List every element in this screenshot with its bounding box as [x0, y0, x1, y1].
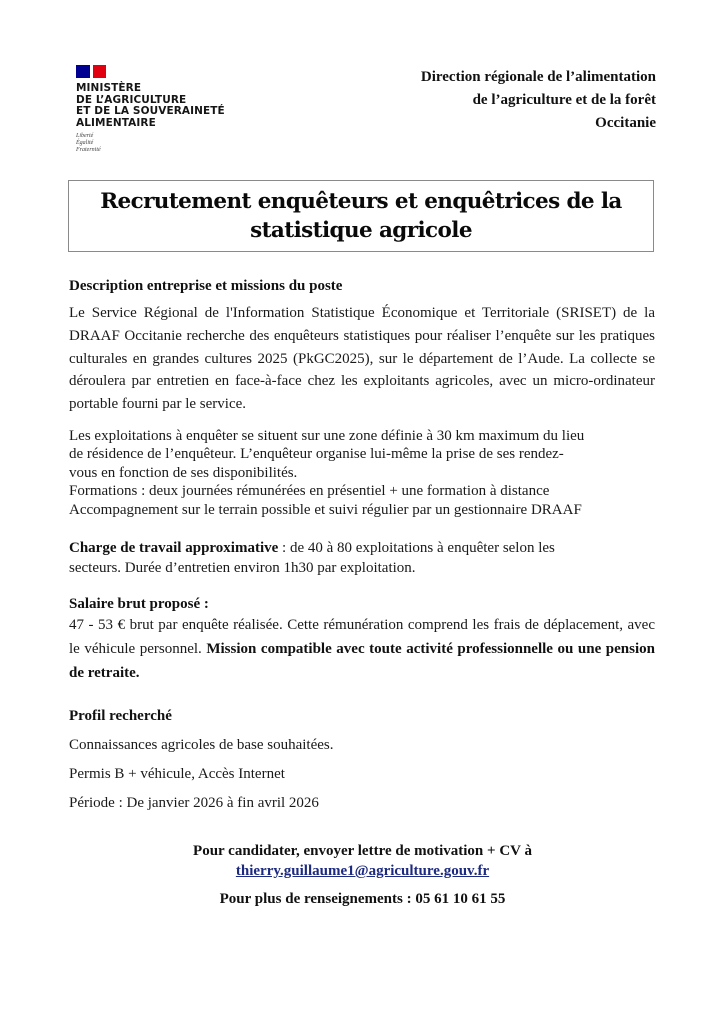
zone-paragraph — [69, 427, 655, 520]
direction-line: Occitanie — [595, 115, 656, 131]
zone-line: vous en fonction de ses disponibilités. — [69, 464, 298, 481]
flag-blue-band — [76, 65, 90, 78]
training-line: Formations : deux journées rémunérées en présentiel + une formation à distance — [69, 483, 550, 500]
flag-red-band — [93, 65, 106, 78]
motto-line: Égalité — [76, 140, 94, 146]
ministry-line: MINISTÈRE — [76, 82, 142, 94]
description-paragraph: Le Service Régional de l'Information Statistique Économique et Territoriale (SRISET) de la DRAAF Occitanie recherche des enquêteurs statistiques pour réaliser l’enquête sur les pratiques culturales en grandes cultures 2025 (PkGC2025), sur le département de l’Aude. La collecte se déroulera par entretien en face-à-face chez les exploitants agricoles, avec un micro-ordinateur portable fourni par le service. — [69, 305, 655, 413]
period-item: Période : De janvier 2026 à fin avril 2026 — [69, 795, 319, 812]
ministry-line: ALIMENTAIRE — [76, 116, 156, 129]
salary-text: 47 - 53 € brut par enquête réalisée. Cette rémunération comprend les frais de déplacement, avec le véhicule personnel. — [69, 617, 655, 658]
title-box — [68, 180, 654, 252]
profile-item: Connaissances agricoles de base souhaitées. — [69, 737, 334, 754]
workload-label: Charge de travail approximative — [69, 540, 279, 557]
description-heading: Description entreprise et missions du poste — [69, 278, 343, 294]
ministry-logo — [76, 65, 246, 154]
ministry-name — [76, 83, 246, 129]
profile-item: Permis B + véhicule, Accès Internet — [69, 766, 285, 783]
info-phone: Pour plus de renseignements : 05 61 10 61 55 — [219, 891, 506, 907]
title-line-2: statistique agricole — [250, 218, 472, 243]
contact-section — [0, 842, 725, 909]
workload-text: secteurs. Durée d’entretien environ 1h30 par exploitation. — [69, 560, 416, 577]
zone-line: de résidence de l’enquêteur. L’enquêteur organise lui-même la prise de ses rendez- — [69, 446, 564, 463]
ministry-line: ET DE LA SOUVERAINETÉ — [76, 105, 225, 117]
direction-line: de l’agriculture et de la forêt — [472, 92, 656, 108]
title-line-1: Recrutement enquêteurs et enquêtrices de la — [100, 189, 622, 214]
salary-emphasis: Mission compatible avec toute activité professionnelle ou une pension de retraite. — [69, 641, 655, 682]
french-flag-icon — [76, 65, 106, 78]
direction-line: Direction régionale de l’alimentation — [420, 69, 656, 85]
direction-header — [421, 66, 656, 135]
main-content — [69, 276, 655, 812]
salary-paragraph — [69, 613, 655, 685]
apply-instructions: Pour candidater, envoyer lettre de motivation + CV à — [193, 843, 532, 859]
support-line: Accompagnement sur le terrain possible et suivi régulier par un gestionnaire DRAAF — [69, 501, 582, 518]
motto-line: Liberté — [76, 133, 94, 139]
salary-heading: Salaire brut proposé : — [69, 596, 209, 613]
motto-line: Fraternité — [76, 147, 101, 153]
republic-motto — [76, 133, 246, 154]
ministry-line: DE L’AGRICULTURE — [76, 93, 187, 106]
email-link[interactable]: thierry.guillaume1@agriculture.gouv.fr — [235, 863, 490, 879]
profile-heading: Profil recherché — [69, 708, 172, 725]
workload-text: : de 40 à 80 exploitations à enquêter selon les — [278, 540, 555, 557]
zone-line: Les exploitations à enquêter se situent sur une zone définie à 30 km maximum du lieu — [69, 427, 585, 444]
page-title — [100, 187, 622, 245]
workload-paragraph — [69, 538, 655, 578]
